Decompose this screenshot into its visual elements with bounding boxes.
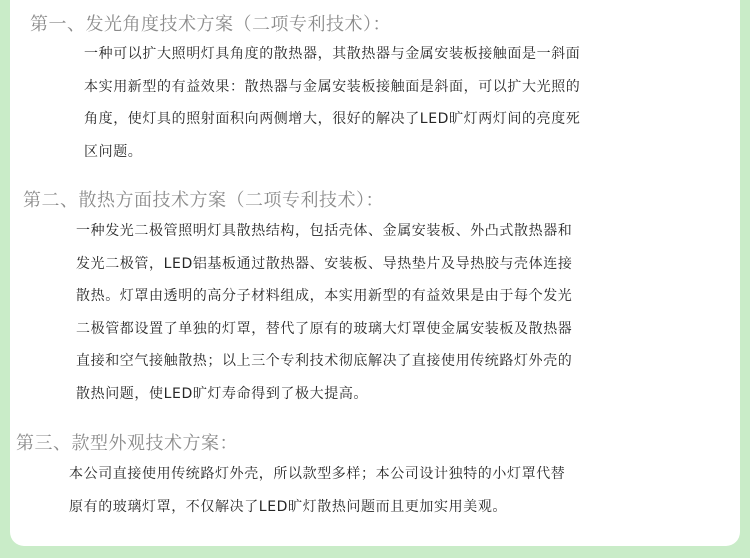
content-card xyxy=(10,0,740,546)
section-1-line: 一种可以扩大照明灯具角度的散热器，其散热器与金属安装板接触面是一斜面 xyxy=(84,46,581,62)
section-3-line: 本公司直接使用传统路灯外壳，所以款型多样；本公司设计独特的小灯罩代替 xyxy=(69,466,566,482)
section-2-paragraph xyxy=(76,215,572,410)
section-1-line: 区问题。 xyxy=(84,143,143,160)
section-2-line: 一种发光二极管照明灯具散热结构，包括壳体、金属安装板、外凸式散热器和 xyxy=(76,223,573,239)
section-2-heading: 第二、散热方面技术方案（二项专利技术）： xyxy=(23,190,384,211)
section-2-line: 散热。灯罩由透明的高分子材料组成，本实用新型的有益效果是由于每个发光 xyxy=(76,288,573,304)
section-1-paragraph xyxy=(84,38,580,168)
section-1-line: 本实用新型的有益效果：散热器与金属安装板接触面是斜面，可以扩大光照的 xyxy=(84,78,581,95)
section-3-line: 原有的玻璃灯罩，不仅解决了LED旷灯散热问题而且更加实用美观。 xyxy=(69,498,508,515)
section-3-heading: 第三、款型外观技术方案： xyxy=(16,433,238,454)
section-2-line: 二极管都设置了单独的灯罩，替代了原有的玻璃大灯罩使金属安装板及散热器 xyxy=(76,320,573,337)
section-1-line: 角度，使灯具的照射面积向两侧增大，很好的解决了LED旷灯两灯间的亮度死 xyxy=(84,111,581,127)
section-1-heading: 第一、发光角度技术方案（二项专利技术）： xyxy=(30,14,391,35)
section-2-line: 发光二极管，LED铝基板通过散热器、安装板、导热垫片及导热胶与壳体连接 xyxy=(76,255,573,272)
section-2-line: 散热问题，使LED旷灯寿命得到了极大提高。 xyxy=(76,385,369,402)
section-3-paragraph xyxy=(69,458,565,523)
section-2-line: 直接和空气接触散热；以上三个专利技术彻底解决了直接使用传统路灯外壳的 xyxy=(76,353,573,369)
